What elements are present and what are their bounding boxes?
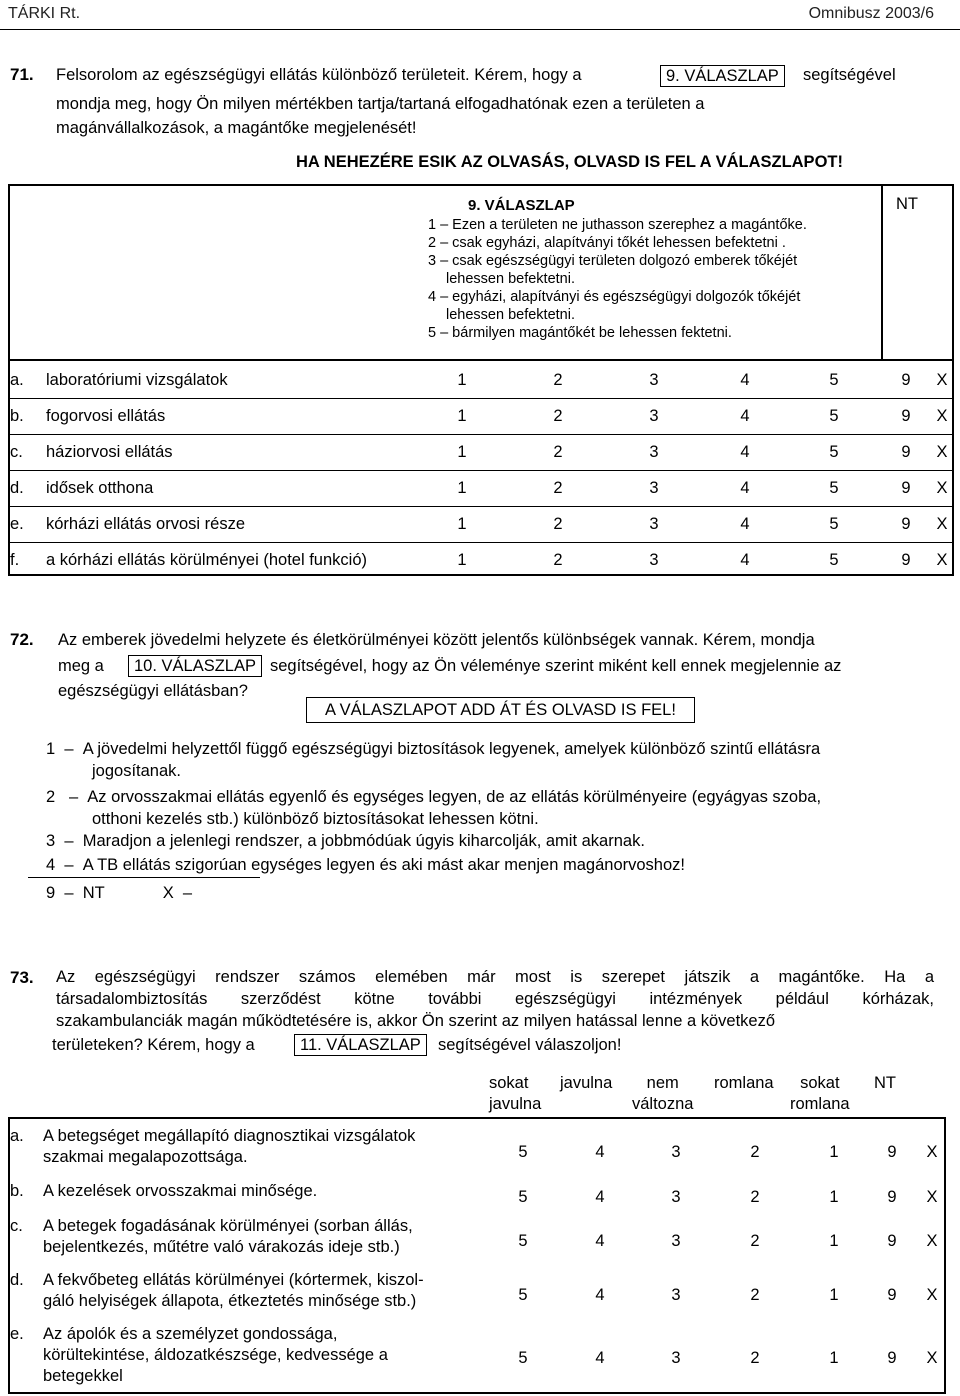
q71-row (10, 506, 958, 542)
q71-row (10, 470, 958, 506)
answer-code[interactable]: 4 (595, 1349, 605, 1367)
answer-code[interactable]: 9 (901, 406, 911, 425)
row-label: e. (10, 1325, 24, 1343)
answer-code[interactable]: 3 (649, 406, 659, 425)
legend-item: 3 – csak egészségügyi területen dolgozó emberek tőkéjét (428, 253, 798, 269)
q73-col-head: sokat romlana (790, 1074, 850, 1113)
row-text-line: A fekvőbeteg ellátás körülményei (kórtermek, kiszol- (43, 1271, 424, 1289)
answer-code[interactable]: 2 (553, 514, 563, 533)
answer-code[interactable]: 9 (901, 370, 911, 389)
row-label: b. (10, 406, 24, 425)
option-code: 2 (46, 788, 56, 806)
answer-code[interactable]: 9 (887, 1232, 897, 1250)
q73-col-head: NT (874, 1074, 896, 1092)
answer-code[interactable]: 2 (750, 1188, 760, 1206)
answer-code[interactable]: X (936, 370, 948, 389)
row-text-line: körültekintése, áldozatkészsége, kedvessége a (43, 1346, 388, 1364)
answer-code[interactable]: 1 (457, 478, 467, 497)
option-text: Maradjon a jelenlegi rendszer, a jobbmódúak úgyis kiharcolják, amit akarnak. (82, 832, 645, 850)
q71-line3: magánvállalkozások, a magántőke megjelenését! (56, 119, 417, 137)
answer-code[interactable]: 3 (649, 478, 659, 497)
answer-code[interactable]: 9 (901, 478, 911, 497)
q72-option: 3 – Maradjon a jelenlegi rendszer, a jobbmódúak úgyis kiharcolják, amit akarnak. (46, 832, 645, 850)
header-divider (0, 29, 960, 30)
answer-code[interactable]: 5 (829, 550, 839, 569)
option-text: Az orvosszakmai ellátás egyenlő és egységes legyen, de az ellátás körülményeire (egyágyas szoba, (87, 788, 822, 806)
answer-code[interactable]: 5 (829, 442, 839, 461)
row-text-line: Az ápolók és a személyzet gondossága, (43, 1325, 338, 1343)
q72-line2-pre: meg a (58, 657, 104, 675)
answer-code[interactable]: X (936, 442, 948, 461)
answer-code[interactable]: 2 (553, 478, 563, 497)
answer-code[interactable]: 1 (457, 406, 467, 425)
q71-instruction: HA NEHEZÉRE ESIK AZ OLVASÁS, OLVASD IS FEL A VÁLASZLAPOT! (296, 153, 843, 171)
q73-col-head: javulna (560, 1074, 613, 1092)
row-label: e. (10, 514, 24, 533)
q71-row (10, 398, 958, 434)
row-text (43, 1126, 483, 1168)
q71-header-divider (8, 359, 954, 361)
q72-instruction: A VÁLASZLAPOT ADD ÁT ÉS OLVASD IS FEL! (306, 697, 695, 723)
answer-code[interactable]: 5 (829, 478, 839, 497)
q73-col-head: romlana (714, 1074, 774, 1092)
answer-code[interactable]: 1 (829, 1143, 839, 1161)
q72-line3: egészségügyi ellátásban? (58, 682, 248, 700)
row-label: c. (10, 1217, 23, 1235)
answer-code[interactable]: 9 (887, 1286, 897, 1304)
other-code-9: 9 (46, 884, 56, 902)
option-code: 4 (46, 856, 56, 874)
q71-row (10, 542, 958, 578)
answer-code[interactable]: 3 (671, 1349, 681, 1367)
q72-option: 4 – A TB ellátás szigorúan egységes legyen és aki mást akar menjen magánorvoshoz! (46, 856, 685, 874)
answer-code[interactable]: 5 (518, 1286, 528, 1304)
row-text-line: betegekkel (43, 1367, 123, 1385)
answer-code[interactable]: 5 (518, 1143, 528, 1161)
row-text-line: bejelentkezés, műtétre való várakozás ideje stb.) (43, 1238, 400, 1256)
q72-number: 72. (10, 630, 34, 649)
answer-code[interactable]: 2 (750, 1286, 760, 1304)
q73-number: 73. (10, 968, 34, 987)
answer-code[interactable]: 5 (829, 370, 839, 389)
answer-code[interactable]: X (926, 1286, 938, 1304)
q73-card-ref: 11. VÁLASZLAP (294, 1034, 427, 1056)
q72-other: 9 – NT X – (46, 884, 193, 902)
row-label: d. (10, 1271, 24, 1289)
q71-legend (428, 216, 807, 342)
row-text (43, 1270, 483, 1312)
option-code: 3 (46, 832, 56, 850)
legend-item: 4 – egyházi, alapítványi és egészségügyi dolgozók tőkéjét (428, 289, 801, 305)
answer-code[interactable]: 1 (829, 1232, 839, 1250)
row-text: háziorvosi ellátás (46, 442, 173, 461)
q73-line4-pre: területeken? Kérem, hogy a (52, 1036, 255, 1054)
q72-separator (28, 877, 260, 878)
q71-number: 71. (10, 65, 34, 84)
legend-item: 1 – Ezen a területen ne juthasson szerephez a magántőke. (428, 217, 807, 233)
answer-code[interactable]: 2 (553, 442, 563, 461)
q71-line1-post: segítségével (803, 66, 896, 84)
answer-code[interactable]: 4 (595, 1232, 605, 1250)
answer-code[interactable]: 2 (553, 550, 563, 569)
q71-nt-divider (881, 184, 883, 361)
row-label: a. (10, 370, 24, 389)
row-label: d. (10, 478, 24, 497)
row-text: laboratóriumi vizsgálatok (46, 370, 228, 389)
answer-code[interactable]: 9 (887, 1188, 897, 1206)
q73-col-head: sokat javulna (489, 1074, 542, 1113)
answer-code[interactable]: 4 (740, 442, 750, 461)
q71-row (10, 362, 958, 398)
q73-row (10, 1179, 950, 1214)
answer-code[interactable]: 3 (671, 1286, 681, 1304)
q72-line1: Az emberek jövedelmi helyzete és életkörülményei között jelentős különbségek vannak. Kérem, mondja (58, 631, 815, 649)
answer-code[interactable]: 2 (750, 1143, 760, 1161)
q73-row (10, 1214, 950, 1268)
answer-code[interactable]: 2 (750, 1232, 760, 1250)
answer-code[interactable]: 3 (649, 514, 659, 533)
q72-option: 2 – Az orvosszakmai ellátás egyenlő és egységes legyen, de az ellátás körülményeire (egyágyas szoba, otthoni kezelés stb.) különböző biztosításokat lehessen kötni. (46, 788, 822, 828)
answer-code[interactable]: 1 (457, 442, 467, 461)
answer-code[interactable]: X (926, 1188, 938, 1206)
answer-code[interactable]: X (936, 514, 948, 533)
answer-code[interactable]: 4 (595, 1143, 605, 1161)
answer-code[interactable]: X (936, 550, 948, 569)
q72-line2-post: segítségével, hogy az Ön véleménye szerint miként kell ennek megjelennie az (270, 657, 842, 675)
answer-code[interactable]: 3 (671, 1188, 681, 1206)
answer-code[interactable]: 5 (518, 1188, 528, 1206)
row-label: f. (10, 550, 20, 569)
q71-row (10, 434, 958, 470)
q71-line2: mondja meg, hogy Ön milyen mértékben tartja/tartaná elfogadhatónak ezen a területen a (56, 95, 705, 113)
answer-code[interactable]: 4 (595, 1188, 605, 1206)
answer-code[interactable]: 1 (457, 370, 467, 389)
answer-code[interactable]: X (926, 1232, 938, 1250)
answer-code[interactable]: 9 (887, 1143, 897, 1161)
other-code-nt: NT (82, 884, 105, 902)
answer-code[interactable]: 5 (518, 1232, 528, 1250)
legend-item: lehessen befektetni. (446, 271, 575, 287)
option-text: A jövedelmi helyzettől függő egészségügyi biztosítások legyenek, amelyek különböző szintű ellátásra (82, 740, 821, 758)
answer-code[interactable]: 5 (518, 1349, 528, 1367)
row-label: b. (10, 1182, 24, 1200)
answer-code[interactable]: 3 (671, 1232, 681, 1250)
answer-code[interactable]: 1 (457, 514, 467, 533)
row-text: fogorvosi ellátás (46, 406, 166, 425)
answer-code[interactable]: 9 (901, 550, 911, 569)
answer-code[interactable]: 4 (740, 514, 750, 533)
answer-code[interactable]: 4 (740, 406, 750, 425)
answer-code[interactable]: X (936, 478, 948, 497)
legend-item: 5 – bármilyen magántőkét be lehessen fektetni. (428, 325, 732, 341)
answer-code[interactable]: 2 (750, 1349, 760, 1367)
answer-code[interactable]: 3 (671, 1143, 681, 1161)
answer-code[interactable]: 4 (740, 550, 750, 569)
answer-code[interactable]: X (926, 1349, 938, 1367)
row-text (43, 1324, 483, 1387)
answer-code[interactable]: 2 (553, 406, 563, 425)
answer-code[interactable]: 4 (595, 1286, 605, 1304)
row-text (43, 1181, 483, 1202)
option-code: 1 (46, 740, 56, 758)
q73-line3: szakambulanciák magán működtetésére is, akkor Ön szerint az milyen hatással lenne a következő (56, 1012, 776, 1030)
row-text-line: A kezelések orvosszakmai minősége. (43, 1182, 318, 1200)
header-right: Omnibusz 2003/6 (808, 5, 934, 22)
row-text-line: A betegek fogadásának körülményei (sorban állás, (43, 1217, 413, 1235)
row-text: idősek otthona (46, 478, 154, 497)
answer-code[interactable]: 9 (887, 1349, 897, 1367)
q72-card-ref: 10. VÁLASZLAP (128, 655, 262, 677)
answer-code[interactable]: 2 (553, 370, 563, 389)
answer-code[interactable]: 9 (901, 442, 911, 461)
answer-code[interactable]: 1 (457, 550, 467, 569)
q71-card-ref: 9. VÁLASZLAP (660, 65, 785, 87)
q73-row (10, 1322, 950, 1394)
legend-item: 2 – csak egyházi, alapítványi tőkét lehessen befektetni . (428, 235, 786, 251)
q72-option: 1 – A jövedelmi helyzettől függő egészségügyi biztosítások legyenek, amelyek különböző szintű ellátásra jogosítanak. (46, 740, 821, 780)
answer-code[interactable]: X (926, 1143, 938, 1161)
answer-code[interactable]: 4 (740, 370, 750, 389)
q73-line1: Az egészségügyi rendszer számos elemében már most is szerepet játszik a magántőke. Ha a (56, 968, 934, 986)
answer-code[interactable]: 9 (901, 514, 911, 533)
q73-row (10, 1268, 950, 1322)
answer-code[interactable]: 4 (740, 478, 750, 497)
row-text: a kórházi ellátás körülményei (hotel funkció) (46, 550, 367, 569)
q73-row (10, 1124, 950, 1179)
q71-line1: Felsorolom az egészségügyi ellátás különböző területeit. Kérem, hogy a (56, 66, 582, 84)
answer-code[interactable]: 1 (829, 1188, 839, 1206)
row-text: kórházi ellátás orvosi része (46, 514, 245, 533)
q71-legend-title: 9. VÁLASZLAP (468, 197, 575, 214)
row-text-line: szakmai megalapozottsága. (43, 1148, 248, 1166)
row-text-line: gáló helyiségek állapota, étkeztetés minősége stb.) (43, 1292, 417, 1310)
other-code-x: X (162, 884, 174, 902)
row-label: c. (10, 442, 23, 461)
q71-nt-header: NT (896, 195, 918, 213)
answer-code[interactable]: 1 (829, 1349, 839, 1367)
q73-line4-post: segítségével válaszoljon! (438, 1036, 622, 1054)
answer-code[interactable]: 5 (829, 406, 839, 425)
answer-code[interactable]: 3 (649, 442, 659, 461)
q73-col-head: nem változna (632, 1074, 694, 1113)
answer-code[interactable]: X (936, 406, 948, 425)
answer-code[interactable]: 5 (829, 514, 839, 533)
answer-code[interactable]: 1 (829, 1286, 839, 1304)
row-text-line: A betegséget megállapító diagnosztikai vizsgálatok (43, 1127, 416, 1145)
header-left: TÁRKI Rt. (8, 5, 81, 22)
option-text: A TB ellátás szigorúan egységes legyen és aki mást akar menjen magánorvoshoz! (82, 856, 685, 874)
answer-code[interactable]: 3 (649, 370, 659, 389)
option-text-cont: otthoni kezelés stb.) különböző biztosításokat lehessen kötni. (92, 810, 539, 828)
row-label: a. (10, 1127, 24, 1145)
q73-line2: társadalombiztosítás szerződést kötne további egészségügyi intézmények például kórházak, (56, 990, 934, 1008)
option-text-cont: jogosítanak. (92, 762, 181, 780)
row-text (43, 1216, 483, 1258)
answer-code[interactable]: 3 (649, 550, 659, 569)
legend-item: lehessen befektetni. (446, 307, 575, 323)
